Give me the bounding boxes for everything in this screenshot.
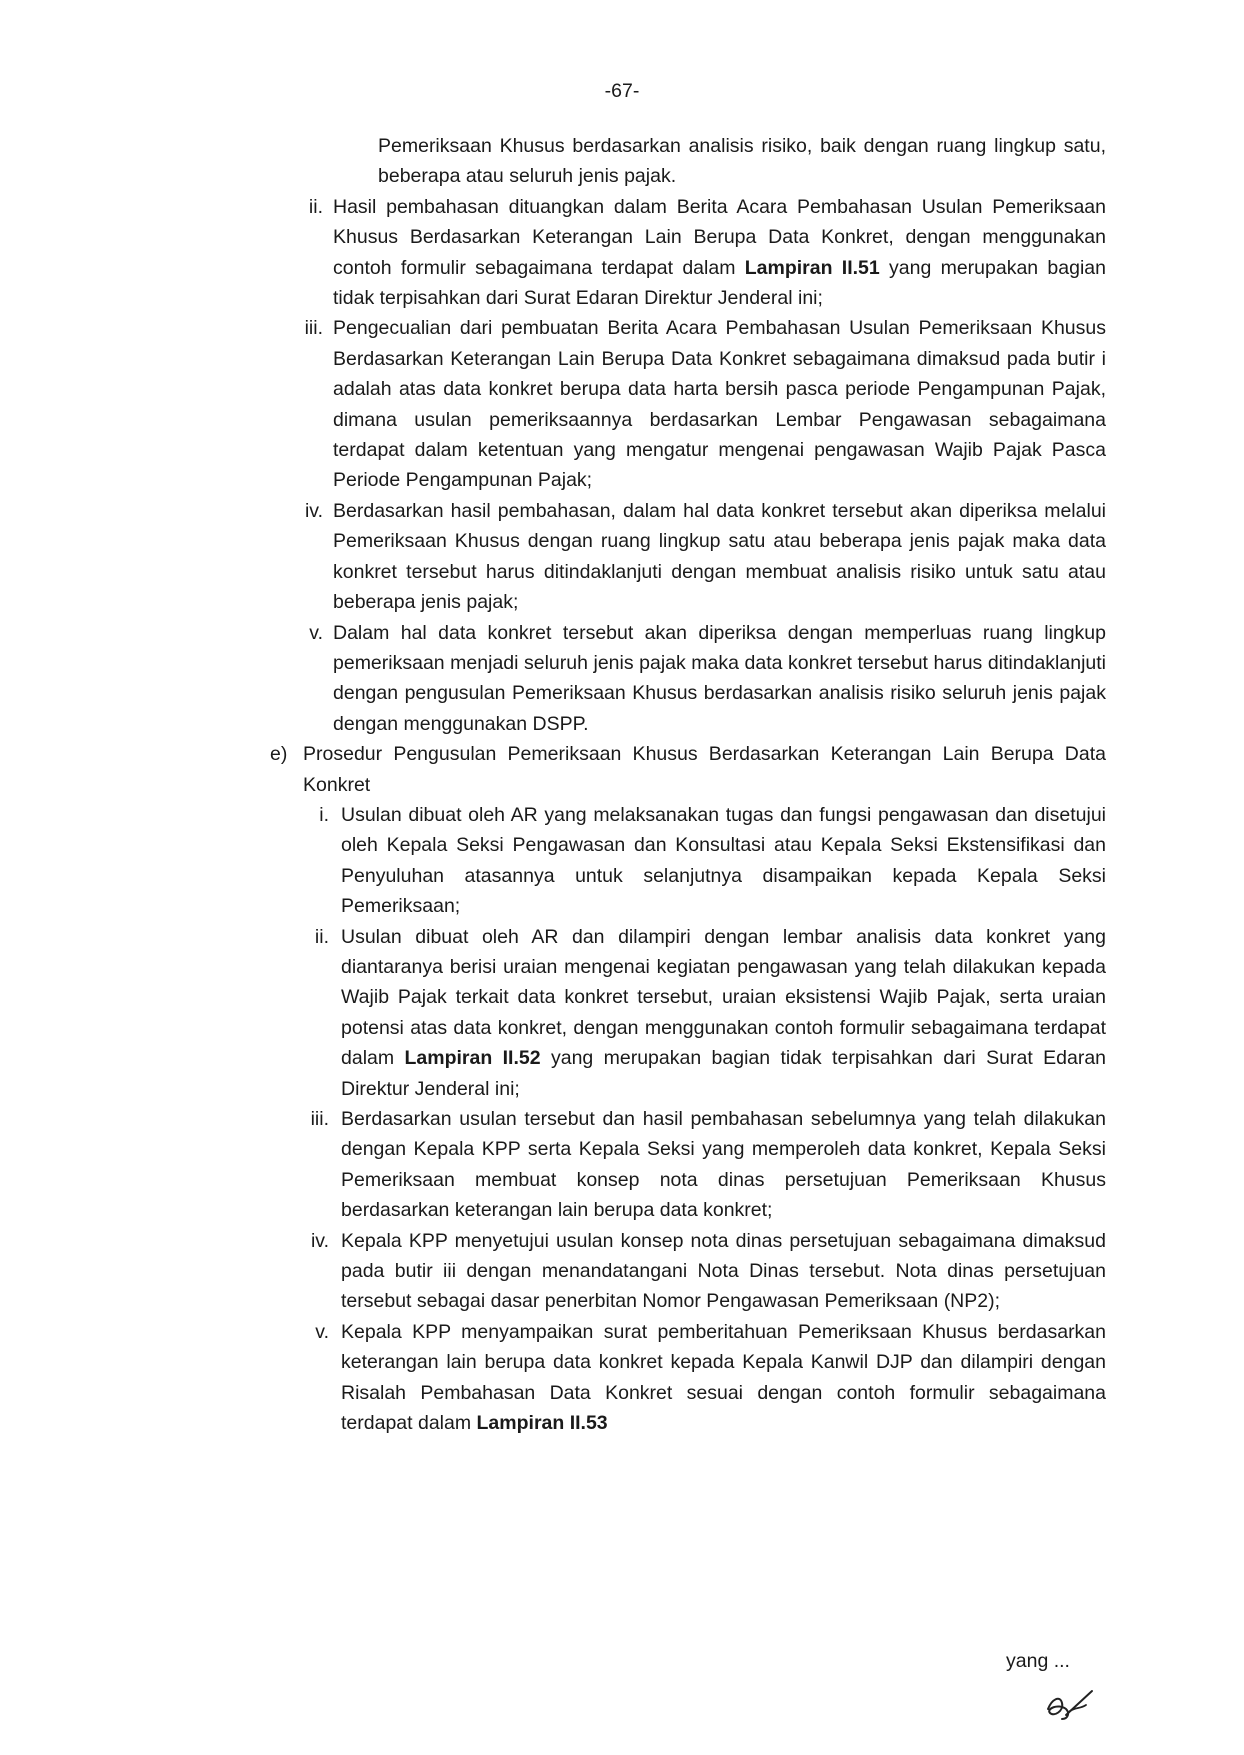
list-item-text: Pengecualian dari pembuatan Berita Acara Pembahasan Usulan Pemeriksaan Khusus Berdasarkan Keterangan Lain Berupa Data Konkret sebagaimana dimaksud pada butir i adalah atas data konkret berupa data harta bersih pasca periode Pengampunan Pajak, dimana usulan pemeriksaannya berdasarkan Lembar Pengawasan sebagaimana terdapat dalam ketentuan yang mengatur mengenai pengawasan Wajib Pajak Pasca Periode Pengampunan Pajak; <box>333 317 1106 492</box>
page-number: -67- <box>604 80 640 102</box>
continuation-text: yang ... <box>1006 1650 1070 1672</box>
list-item <box>315 1317 1106 1439</box>
list-item-number: v. <box>315 1320 329 1343</box>
list-item-text: Pemeriksaan Khusus berdasarkan analisis risiko, baik dengan ruang lingkup satu, beberapa atau seluruh jenis pajak. <box>378 135 1106 188</box>
list-item-text: Hasil pembahasan dituangkan dalam Berita Acara Pembahasan Usulan Pemeriksaan Khusus Berdasarkan Keterangan Lain Berupa Data Konkret, dengan menggunakan contoh formulir sebagaimana terdapat dalam Lampiran II.51 yang merupakan bagian tidak terpisahkan dari Surat Edaran Direktur Jenderal ini; <box>333 195 1106 310</box>
document-body <box>0 131 1244 1438</box>
list-item-number: iii. <box>304 317 323 340</box>
list-item-number: ii. <box>314 925 329 948</box>
list-item-text: Usulan dibuat oleh AR yang melaksanakan tugas dan fungsi pengawasan dan disetujui oleh Kepala Seksi Pengawasan dan Konsultasi atau Kepala Seksi Ekstensifikasi dan Penyuluhan atasannya untuk selanjutnya disampaikan kepada Kepala Seksi Pemeriksaan; <box>341 803 1106 918</box>
list-item-text: Berdasarkan usulan tersebut dan hasil pembahasan sebelumnya yang telah dilakukan dengan Kepala KPP serta Kepala Seksi yang memperoleh data konkret, Kepala Seksi Pemeriksaan membuat konsep nota dinas persetujuan Pemeriksaan Khusus berdasarkan keterangan lain berupa data konkret; <box>341 1108 1106 1222</box>
paraf-signature-icon <box>1040 1685 1100 1725</box>
list-item-text: Usulan dibuat oleh AR dan dilampiri dengan lembar analisis data konkret yang diantaranya berisi uraian mengenai kegiatan pengawasan yang telah dilakukan kepada Wajib Pajak terkait data konkret tersebut, uraian eksistensi Wajib Pajak, serta uraian potensi atas data konkret, dengan menggunakan contoh formulir sebagaimana terdapat dalam Lampiran II.52 yang merupakan bagian tidak terpisahkan dari Surat Edaran Direktur Jenderal ini; <box>341 925 1107 1100</box>
list-item <box>308 192 1106 314</box>
paragraph-continuation <box>378 131 1106 192</box>
list-item-number: iii. <box>310 1108 329 1130</box>
list-item-text: Dalam hal data konkret tersebut akan diperiksa dengan memperluas ruang lingkup pemeriksaan menjadi seluruh jenis pajak maka data konkret tersebut harus ditindaklanjuti dengan pengusulan Pemeriksaan Khusus berdasarkan analisis risiko seluruh jenis pajak dengan menggunakan DSPP. <box>333 621 1106 735</box>
list-item-number: iv. <box>304 499 323 522</box>
list-item <box>319 800 1106 922</box>
list-item-number: ii. <box>308 195 323 218</box>
list-item-number: v. <box>309 621 323 644</box>
list-item-text: Kepala KPP menyampaikan surat pemberitahuan Pemeriksaan Khusus berdasarkan keterangan lain berupa data konkret kepada Kepala Kanwil DJP dan dilampiri dengan Risalah Pembahasan Data Konkret sesuai dengan contoh formulir sebagaimana terdapat dalam Lampiran II.53 <box>341 1320 1106 1435</box>
list-item <box>304 313 1106 495</box>
list-item <box>310 1226 1106 1317</box>
section-heading <box>270 739 1106 800</box>
list-item-number: e) <box>270 743 288 766</box>
list-item <box>310 1104 1106 1226</box>
list-item-number: i. <box>319 803 329 826</box>
list-item <box>314 922 1107 1104</box>
list-item-text: Prosedur Pengusulan Pemeriksaan Khusus Berdasarkan Keterangan Lain Berupa Data Konkret <box>303 743 1106 796</box>
list-item <box>304 496 1106 618</box>
list-item-number: iv. <box>310 1229 329 1252</box>
list-item <box>309 618 1106 740</box>
list-item-text: Kepala KPP menyetujui usulan konsep nota dinas persetujuan sebagaimana dimaksud pada butir iii dengan menandatangani Nota Dinas tersebut. Nota dinas persetujuan tersebut sebagai dasar penerbitan Nomor Pengawasan Pemeriksaan (NP2); <box>341 1229 1106 1313</box>
list-item-text: Berdasarkan hasil pembahasan, dalam hal data konkret tersebut akan diperiksa melalui Pemeriksaan Khusus dengan ruang lingkup satu atau beberapa jenis pajak maka data konkret tersebut harus ditindaklanjuti dengan membuat analisis risiko untuk satu atau beberapa jenis pajak; <box>333 499 1106 614</box>
